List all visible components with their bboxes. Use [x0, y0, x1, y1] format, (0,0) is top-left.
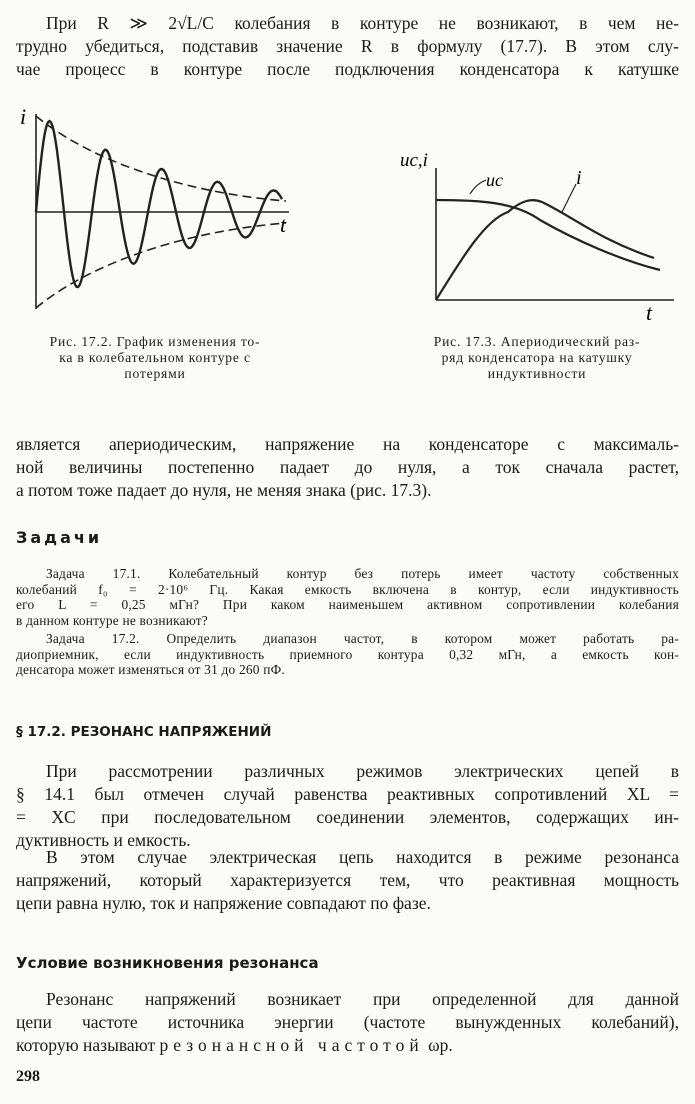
fig172-current-curve	[36, 121, 282, 287]
task-line: его L = 0,25 мГн? При каком наименьшем активном сопротивлении колебания	[16, 597, 679, 613]
caption-line: ка в колебательном контуре с	[59, 350, 251, 365]
fig173-i-curve	[436, 200, 654, 300]
intro-paragraph	[16, 12, 679, 81]
caption-line: потерями	[124, 366, 186, 381]
caption-line: Рис. 17.3. Апериодический раз-	[433, 334, 641, 349]
fig173-uc-curve	[436, 200, 660, 270]
task-17-1	[16, 566, 679, 628]
body-line: § 14.1 был отмечен случай равенства реактивных сопротивлений XL =	[16, 784, 679, 804]
body-line: ной величины постепенно падает до нуля, а ток сначала растет,	[16, 457, 679, 477]
resonance-paragraph-2	[16, 846, 679, 915]
intro-line: трудно убедиться, подставив значение R в формулу (17.7). В этом слу-	[16, 36, 679, 56]
body-line: В этом случае электрическая цепь находится в режиме резонанса	[46, 847, 679, 867]
intro-line: При R ≫ 2√L/C колебания в контуре не возникают, в чем не-	[46, 13, 679, 33]
body-line: является апериодическим, напряжение на конденсаторе с максималь-	[16, 434, 679, 454]
resonant-frequency-term: резонансной частотой	[159, 1035, 424, 1055]
task-line: денсатора может изменяться от 31 до 260 пФ.	[16, 662, 285, 678]
condition-prefix: которую называют	[16, 1035, 160, 1055]
fig173-i-curve-label: i	[576, 167, 582, 189]
fig173-i-label-leader	[562, 184, 576, 212]
condition-heading: Условие возникновения резонанса	[16, 954, 319, 972]
fig173-uc-label-leader	[470, 180, 486, 194]
continuation-paragraph	[16, 433, 679, 502]
body-line: а потом тоже падает до нуля, не меняя знака (рис. 17.3).	[16, 480, 432, 500]
body-line: Резонанс напряжений возникает при определенной для данной	[46, 989, 679, 1009]
tasks-heading: Задачи	[16, 528, 103, 547]
page-number: 298	[16, 1068, 40, 1085]
task-17-2	[16, 631, 679, 678]
figure-17-2-caption	[16, 334, 294, 382]
task-line: Задача 17.1. Колебательный контур без потерь имеет частоту собственных	[46, 566, 679, 581]
body-line	[16, 1034, 679, 1057]
task-line: Задача 17.2. Определить диапазон частот, в котором может работать ра-	[46, 631, 679, 646]
caption-line: Рис. 17.2. График изменения то-	[49, 334, 261, 349]
body-line: При рассмотрении различных режимов электрических цепей в	[46, 761, 679, 781]
task-line: диоприемник, если индуктивность приемного контура 0,32 мГн, а емкость кон-	[16, 646, 679, 662]
caption-line: ряд конденсатора на катушку	[441, 350, 633, 365]
fig173-y-axis-label: uc,i	[400, 150, 428, 171]
condition-suffix: ωр.	[423, 1035, 453, 1055]
resonance-paragraph-1	[16, 760, 679, 852]
task-line: колебаний f₀ = 2·10⁶ Гц. Какая емкость включена в контур, если индуктивность	[16, 581, 679, 597]
body-line: напряжений, который характеризуется тем, что реактивная мощность	[16, 870, 679, 890]
body-line: = XC при последовательном соединении элементов, содержащих ин-	[16, 807, 679, 827]
fig172-y-axis-label: i	[20, 104, 27, 129]
section-heading: § 17.2. РЕЗОНАНС НАПРЯЖЕНИЙ	[16, 724, 272, 740]
body-line: дуктивность и емкость.	[16, 830, 191, 850]
caption-line: индуктивности	[487, 366, 587, 381]
fig173-uc-curve-label: uc	[486, 170, 503, 190]
fig172-x-axis-label: t	[280, 212, 287, 237]
fig172-upper-envelope	[36, 116, 286, 201]
fig173-x-axis-label: t	[646, 300, 653, 325]
figure-17-3-aperiodic-discharge	[390, 140, 680, 326]
condition-paragraph	[16, 988, 679, 1057]
task-line: в данном контуре не возникают?	[16, 612, 208, 628]
figure-17-3-caption	[398, 334, 676, 382]
body-line: цепи равна нулю, ток и напряжение совпадают по фазе.	[16, 893, 431, 913]
intro-line: чае процесс в контуре после подключения конденсатора к катушке	[16, 59, 679, 79]
figure-17-2-damped-oscillation	[14, 104, 314, 316]
body-line: цепи частоте источника энергии (частоте вынужденных колебаний),	[16, 1012, 679, 1032]
